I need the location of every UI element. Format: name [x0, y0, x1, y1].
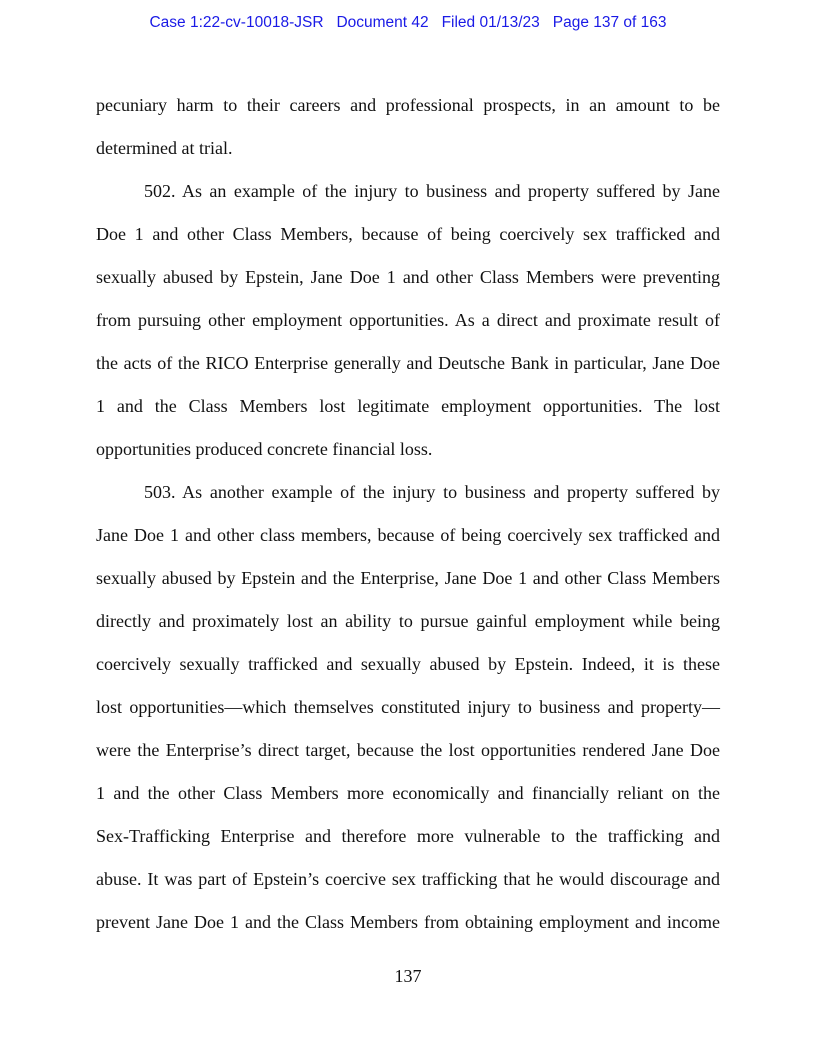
text-line: 1 and the other Class Members more economically and financially reliant on the: [96, 783, 720, 803]
text-line: the acts of the RICO Enterprise generally and Deutsche Bank in particular, Jane Doe: [96, 353, 720, 373]
text-line: sexually abused by Epstein, Jane Doe 1 and other Class Members were preventing: [96, 267, 720, 287]
text-line: Jane Doe 1 and other class members, because of being coercively sex trafficked and: [96, 525, 720, 545]
text-line: directly and proximately lost an ability to pursue gainful employment while being: [96, 611, 720, 631]
text-line: determined at trial.: [96, 138, 233, 158]
text-line: Sex-Trafficking Enterprise and therefore more vulnerable to the trafficking and: [96, 826, 720, 846]
filed-date: Filed 01/13/23: [441, 14, 540, 31]
case-header: [0, 14, 816, 32]
text-line: abuse. It was part of Epstein’s coercive sex trafficking that he would discourage and: [96, 869, 720, 889]
text-line: coercively sexually trafficked and sexually abused by Epstein. Indeed, it is these: [96, 654, 720, 674]
text-line: were the Enterprise’s direct target, because the lost opportunities rendered Jane Doe: [96, 740, 720, 760]
page-number: 137: [394, 966, 422, 986]
text-line: prevent Jane Doe 1 and the Class Members from obtaining employment and income: [96, 912, 720, 932]
case-number: Case 1:22-cv-10018-JSR: [149, 14, 324, 31]
text-line: pecuniary harm to their careers and professional prospects, in an amount to be: [96, 95, 720, 115]
page-count: Page 137 of 163: [552, 14, 667, 31]
text-line: sexually abused by Epstein and the Enterprise, Jane Doe 1 and other Class Members: [96, 568, 720, 588]
document-number: Document 42: [336, 14, 429, 31]
text-line: Doe 1 and other Class Members, because of being coercively sex trafficked and: [96, 224, 720, 244]
paragraph-503-start: 503. As another example of the injury to business and property suffered by: [144, 482, 720, 502]
text-line: from pursuing other employment opportunities. As a direct and proximate result of: [96, 310, 720, 330]
text-line: 1 and the Class Members lost legitimate employment opportunities. The lost: [96, 396, 720, 416]
paragraph-502-start: 502. As an example of the injury to business and property suffered by Jane: [144, 181, 720, 201]
text-line: lost opportunities—which themselves constituted injury to business and property—: [96, 697, 720, 717]
text-line: opportunities produced concrete financial loss.: [96, 439, 433, 459]
